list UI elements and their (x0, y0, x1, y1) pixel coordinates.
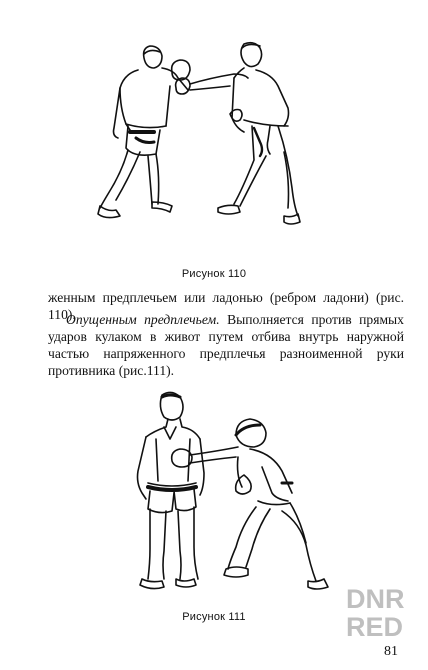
paragraph-lowered-forearm (48, 311, 404, 379)
paragraph-continuation-text: женным предплечьем или ладонью (ребром ладони) (рис. 110). (48, 290, 404, 322)
paragraph-term: Опущенным предплечьем. (66, 312, 220, 327)
watermark-line-1: DNR (346, 584, 405, 614)
paragraph-body: Выполняется против прямых ударов кулаком в живот путем отбива внутрь наружной частью напряженного предплечья разноименной руки противника (рис.111). (48, 312, 404, 378)
figure-110-illustration (0, 28, 428, 228)
left-boxer-drawing (138, 392, 205, 588)
page-number: 81 (384, 644, 398, 659)
right-boxer-drawing (190, 43, 300, 224)
figure-111-caption: Рисунок 111 (182, 611, 246, 623)
site-watermark-logo (346, 585, 412, 641)
left-boxer-drawing (98, 46, 190, 218)
watermark-line-2: RED (346, 612, 404, 642)
figure-111-illustration (0, 383, 428, 598)
figure-110-caption: Рисунок 110 (181, 268, 247, 280)
